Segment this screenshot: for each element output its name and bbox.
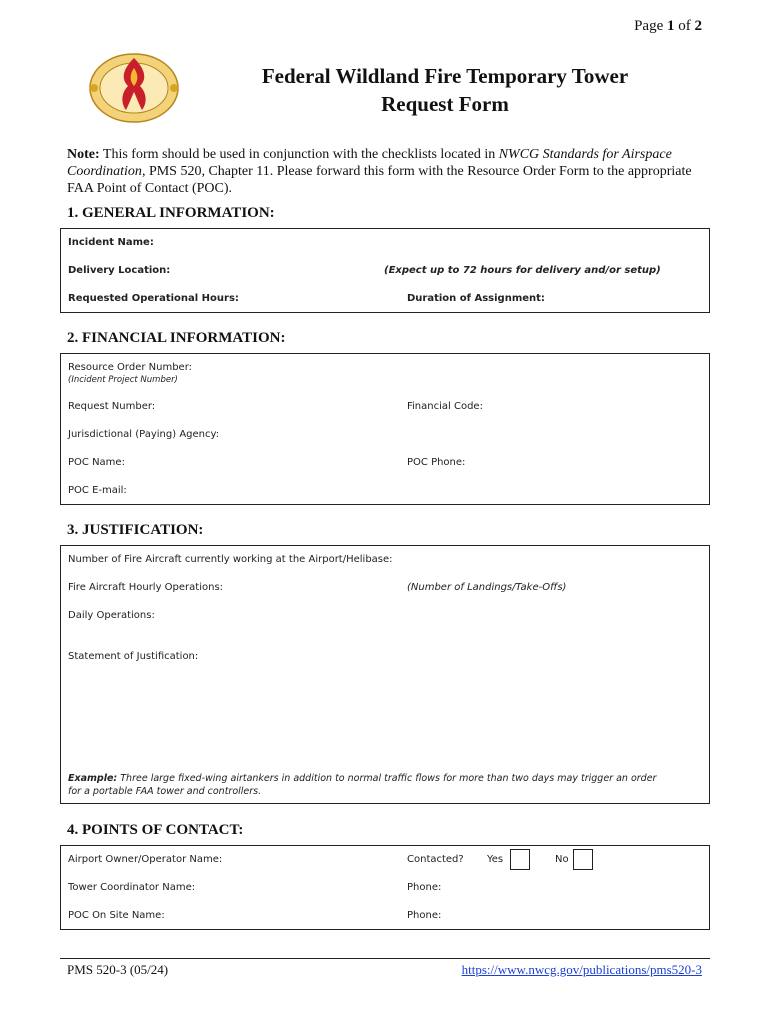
- hourly-ops-field[interactable]: Fire Aircraft Hourly Operations:: [68, 582, 224, 593]
- incident-name-field[interactable]: Incident Name:: [68, 237, 154, 248]
- poc-name-field[interactable]: POC Name:: [68, 457, 125, 468]
- contacted-label: Contacted?: [407, 854, 464, 865]
- hourly-ops-note: (Number of Landings/Take-Offs): [407, 582, 567, 593]
- instruction-note: Note: This form should be used in conjunction with the checklists located in NWCG Standards for Airspace Coordination, PMS 520, Chapter 11. Please forward this form with the Resource Order Form to the appropriate FAA Point of Contact (POC).: [67, 147, 692, 196]
- publication-link[interactable]: https://www.nwcg.gov/publications/pms520-3: [461, 962, 702, 977]
- justification-statement-field[interactable]: Statement of Justification:: [68, 651, 199, 662]
- financial-code-field[interactable]: Financial Code:: [407, 401, 483, 412]
- contacts-box: [60, 845, 710, 930]
- requested-hours-field[interactable]: Requested Operational Hours:: [68, 293, 239, 304]
- resource-order-sublabel: (Incident Project Number): [68, 375, 178, 385]
- form-title: Federal Wildland Fire Temporary Tower Request Form: [261, 64, 629, 116]
- poc-onsite-field[interactable]: POC On Site Name:: [68, 910, 165, 921]
- daily-ops-field[interactable]: Daily Operations:: [68, 610, 155, 621]
- duration-field[interactable]: Duration of Assignment:: [407, 293, 545, 304]
- section-contacts-heading: 4. POINTS OF CONTACT:: [67, 822, 244, 838]
- form-id: PMS 520-3 (05/24): [67, 962, 169, 977]
- coordinator-phone-field[interactable]: Phone:: [407, 882, 442, 893]
- yes-label: Yes: [487, 854, 504, 865]
- general-info-box: [60, 228, 710, 313]
- no-label: No: [555, 854, 569, 865]
- section-justification-heading: 3. JUSTIFICATION:: [67, 522, 204, 538]
- poc-email-field[interactable]: POC E-mail:: [68, 485, 127, 496]
- poc-onsite-phone-field[interactable]: Phone:: [407, 910, 442, 921]
- footer-divider: [60, 958, 710, 959]
- section-general-heading: 1. GENERAL INFORMATION:: [67, 205, 275, 221]
- delivery-location-field[interactable]: Delivery Location:: [68, 265, 171, 276]
- owner-name-field[interactable]: Airport Owner/Operator Name:: [68, 854, 223, 865]
- justification-example: Example: Three large fixed-wing airtankers in addition to normal traffic flows for more than two days may trigger an order for a portable FAA tower and controllers.: [68, 773, 657, 797]
- section-financial-heading: 2. FINANCIAL INFORMATION:: [67, 330, 286, 346]
- paying-agency-field[interactable]: Jurisdictional (Paying) Agency:: [68, 429, 220, 440]
- nwcg-logo: [84, 46, 184, 126]
- tower-coordinator-field[interactable]: Tower Coordinator Name:: [68, 882, 196, 893]
- poc-phone-field[interactable]: POC Phone:: [407, 457, 466, 468]
- financial-info-box: [60, 353, 710, 505]
- aircraft-count-field[interactable]: Number of Fire Aircraft currently working at the Airport/Helibase:: [68, 554, 393, 565]
- delivery-note: (Expect up to 72 hours for delivery and/or setup): [384, 265, 661, 276]
- resource-order-field[interactable]: Resource Order Number:: [68, 362, 192, 373]
- page-number: Page 1 of 2: [634, 18, 702, 34]
- contacted-no-checkbox[interactable]: [573, 849, 593, 870]
- justification-box: [60, 545, 710, 804]
- contacted-yes-checkbox[interactable]: [510, 849, 530, 870]
- request-number-field[interactable]: Request Number:: [68, 401, 156, 412]
